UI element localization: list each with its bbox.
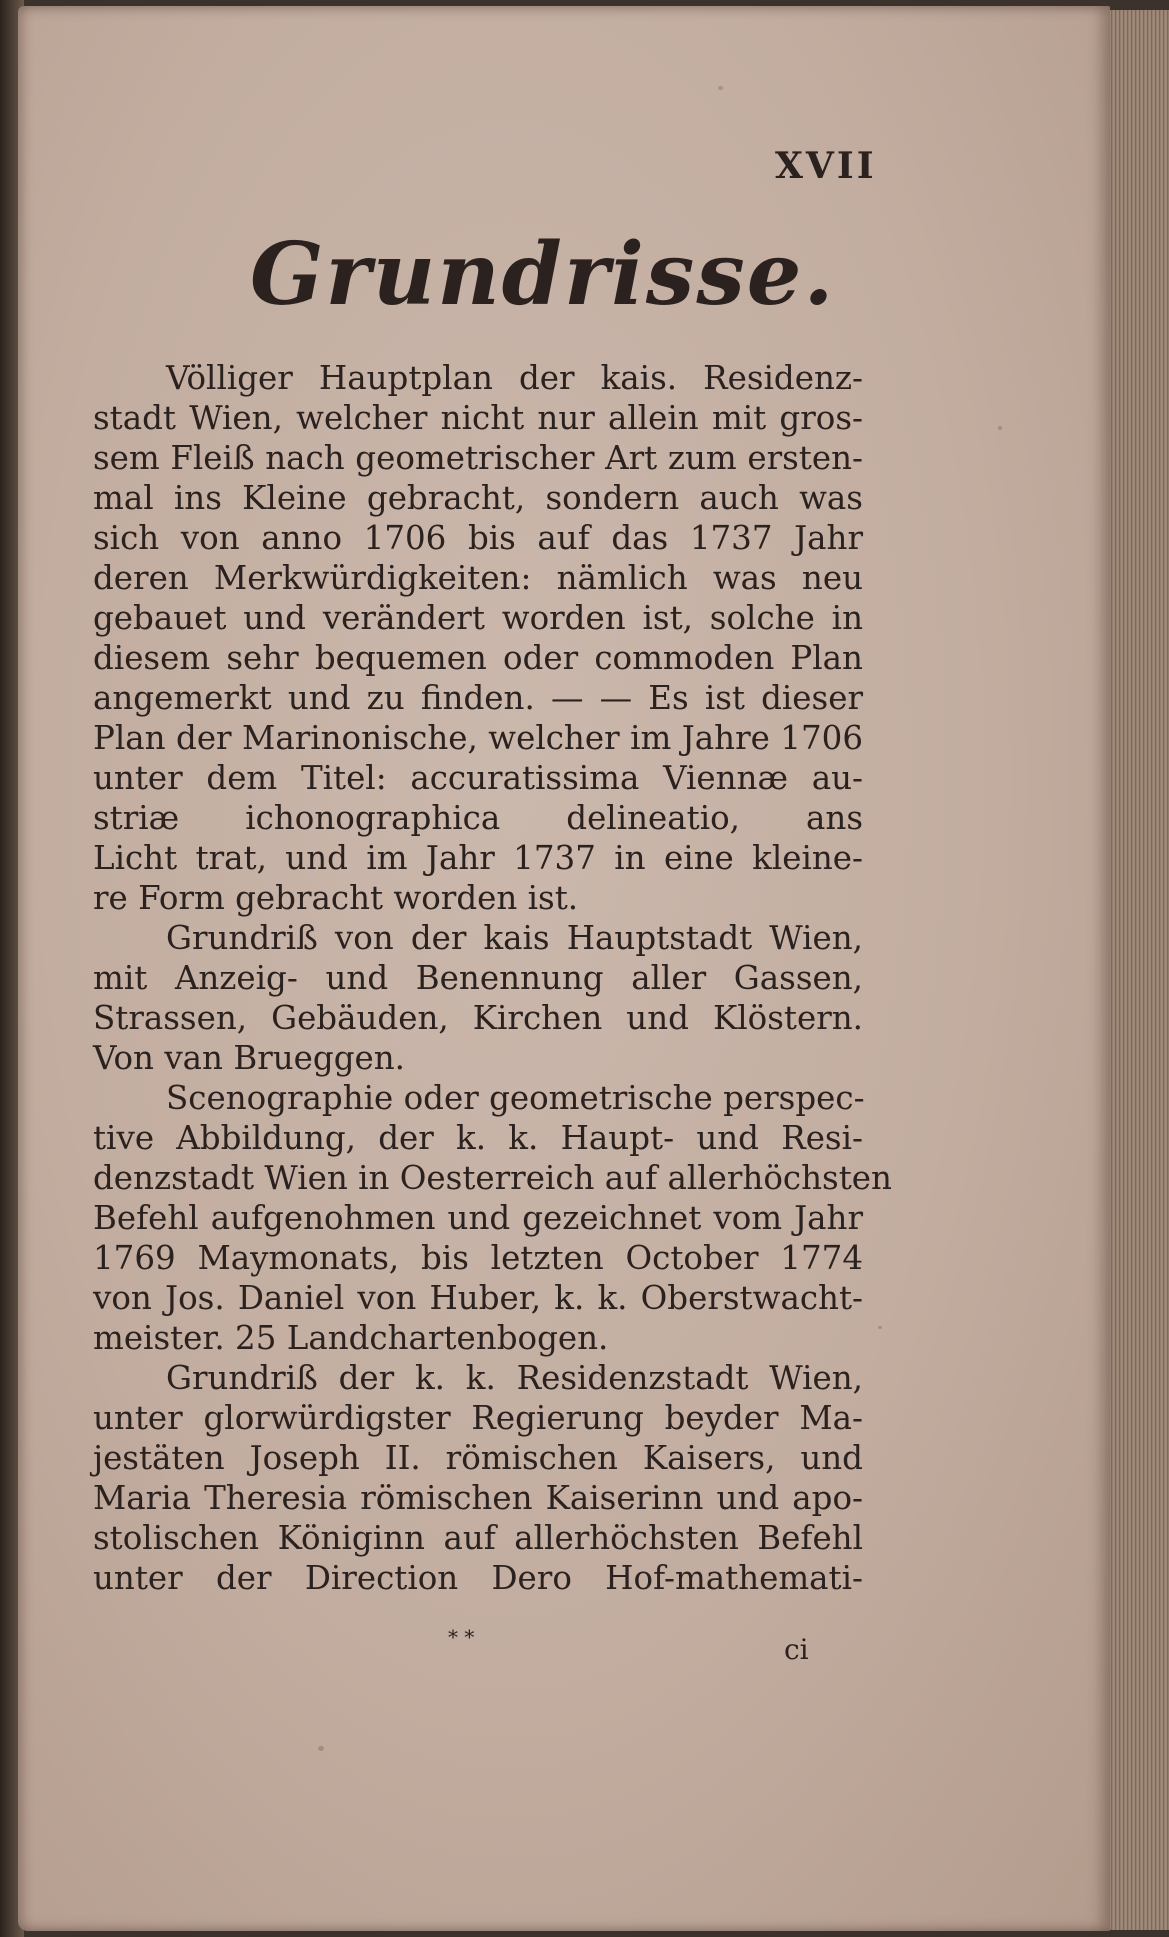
book-page — [18, 6, 1110, 1931]
text-line: gebauet und verändert worden ist, solche in — [93, 599, 863, 637]
text-line: re Form gebracht worden ist. — [93, 879, 579, 917]
text-line: mal ins Kleine gebracht, sondern auch was — [93, 479, 863, 517]
text-line: Völliger Hauptplan der kais. Residenz- — [166, 359, 863, 397]
text-line: Plan der Marinonische, welcher im Jahre 1706 — [93, 719, 863, 757]
text-line: Licht trat, und im Jahr 1737 in eine kleine- — [93, 839, 863, 877]
page-text — [18, 6, 1110, 1931]
text-line: Von van Brueggen. — [93, 1039, 406, 1077]
text-line: unter der Direction Dero Hof-mathemati- — [93, 1559, 863, 1597]
text-line: striæ ichonographica delineatio, ans — [93, 799, 863, 837]
text-line: stadt Wien, welcher nicht nur allein mit gros- — [93, 399, 863, 437]
signature-mark: * * — [448, 1625, 475, 1649]
text-line: denzstadt Wien in Oesterreich auf allerhöchsten — [93, 1159, 892, 1197]
text-line: deren Merkwürdigkeiten: nämlich was neu — [93, 559, 863, 597]
text-line: angemerkt und zu finden. — — Es ist dieser — [93, 679, 863, 717]
text-line: diesem sehr bequemen oder commoden Plan — [93, 639, 863, 677]
catchword: ci — [784, 1633, 809, 1666]
text-line: tive Abbildung, der k. k. Haupt- und Resi- — [93, 1119, 863, 1157]
text-line: meister. 25 Landchartenbogen. — [93, 1319, 609, 1357]
text-line: unter glorwürdigster Regierung beyder Ma- — [93, 1399, 863, 1437]
text-line: Grundriß der k. k. Residenzstadt Wien, — [166, 1359, 863, 1397]
text-line: Befehl aufgenohmen und gezeichnet vom Jahr — [93, 1199, 863, 1237]
text-line: sem Fleiß nach geometrischer Art zum ersten- — [93, 439, 863, 477]
text-line: Strassen, Gebäuden, Kirchen und Klöstern. — [93, 999, 863, 1037]
page-number: XVII — [775, 145, 877, 187]
text-line: stolischen Königinn auf allerhöchsten Befehl — [93, 1519, 863, 1557]
text-line: 1769 Maymonats, bis letzten October 1774 — [93, 1239, 863, 1277]
text-line: Scenographie oder geometrische perspec- — [166, 1079, 865, 1117]
text-line: von Jos. Daniel von Huber, k. k. Oberstwacht- — [93, 1279, 863, 1317]
text-line: mit Anzeig- und Benennung aller Gassen, — [93, 959, 863, 997]
text-line: unter dem Titel: accuratissima Viennæ au- — [93, 759, 863, 797]
section-heading: Grundrisse. — [250, 224, 836, 325]
text-line: Maria Theresia römischen Kaiserinn und apo- — [93, 1479, 863, 1517]
text-line: sich von anno 1706 bis auf das 1737 Jahr — [93, 519, 863, 557]
text-line: jestäten Joseph II. römischen Kaisers, und — [93, 1439, 863, 1477]
text-line: Grundriß von der kais Hauptstadt Wien, — [166, 919, 863, 957]
